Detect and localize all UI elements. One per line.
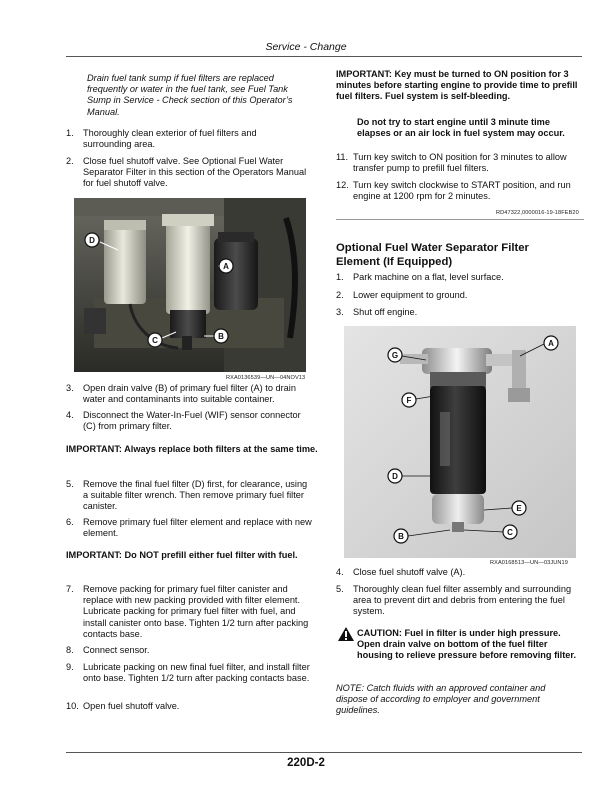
page-number: 220D-2 — [287, 757, 325, 769]
reference-code: RD47322,0000016-19-18FEB20 — [496, 210, 579, 216]
step-number: 4. — [336, 567, 344, 577]
step-text: Lower equipment to ground. — [353, 290, 468, 300]
page-header: Service - Change — [265, 41, 347, 53]
engine-fuel-filters-illustration — [74, 198, 306, 372]
caution-notice: CAUTION: Fuel in filter is under high pressure. Open drain valve on bottom of the fuel filter housing to relieve pressure before removing filter. — [357, 628, 577, 661]
step-number: 2. — [66, 156, 74, 166]
footer-rule — [66, 752, 582, 753]
step-text: Lubricate packing on new final fuel filter, and install filter onto base. Tighten 1/2 turn after packing contacts base. — [83, 662, 310, 684]
callout-b: B — [218, 332, 224, 341]
important-notice: IMPORTANT: Do NOT prefill either fuel filter with fuel. — [66, 550, 298, 560]
step-number: 12. — [336, 180, 349, 190]
intro-note: Drain fuel tank sump if fuel filters are replaced frequently or water in the fuel tank, see Fuel Tank Sump in Service - Check section of this Operator’s Manual. — [87, 73, 293, 117]
callout-a: A — [223, 262, 229, 271]
step-text: Turn key switch to ON position for 3 minutes to allow transfer pump to prefill fuel filters. — [353, 152, 567, 174]
step-number: 6. — [66, 517, 74, 527]
figure1-caption: RXA0136539—UN—04NOV13 — [226, 375, 306, 381]
step-text: Thoroughly clean fuel filter assembly and surrounding area to prevent dirt and debris from entering the fuel system. — [353, 584, 572, 617]
step-text: Turn key switch clockwise to START position, and run engine at 1200 rpm for 2 minutes. — [353, 180, 571, 202]
callout-c: C — [152, 336, 158, 345]
step-text: Connect sensor. — [83, 645, 150, 655]
callout-b: B — [398, 532, 404, 541]
step-number: 4. — [66, 410, 74, 420]
step-text: Disconnect the Water-In-Fuel (WIF) sensor connector (C) from primary filter. — [83, 410, 301, 432]
step-text: Close fuel shutoff valve (A). — [353, 567, 466, 577]
step-number: 1. — [66, 128, 74, 138]
fuel-water-separator-illustration — [344, 326, 576, 558]
step-number: 1. — [336, 272, 344, 282]
callout-d: D — [392, 472, 398, 481]
callout-f: F — [406, 396, 412, 405]
water-separator-photo — [344, 326, 576, 558]
step-text: Close fuel shutoff valve. See Optional Fuel Water Separator Filter in this section of the Operators Manual for fuel shutoff valve. — [83, 156, 307, 189]
step-text: Shut off engine. — [353, 307, 418, 317]
section-heading: Optional Fuel Water Separator Filter Element (If Equipped) — [336, 242, 529, 268]
callout-g: G — [391, 351, 399, 360]
fuel-filters-photo — [74, 198, 306, 372]
step-number: 7. — [66, 584, 74, 594]
step-number: 5. — [66, 479, 74, 489]
step-number: 3. — [336, 307, 344, 317]
warning-icon — [337, 626, 355, 642]
section-rule — [336, 219, 584, 220]
step-text: Remove primary fuel filter element and replace with new element. — [83, 517, 312, 539]
callout-e: E — [516, 504, 522, 513]
callout-d: D — [89, 236, 95, 245]
step-text: Remove packing for primary fuel filter canister and replace with new packing provided with filter element. Lubricate packing for primary fuel filter with fuel, and install canister onto base. Tighten 1/2 turn after packing contacts base. — [83, 584, 309, 639]
step-number: 10. — [66, 701, 79, 711]
step-number: 8. — [66, 645, 74, 655]
step-text: Remove the final fuel filter (D) first, for clearance, using a suitable filter wrench. Then remove primary fuel filter canister. — [83, 479, 308, 512]
callout-a: A — [548, 339, 554, 348]
note: NOTE: Catch fluids with an approved container and dispose of according to employer and government guidelines. — [336, 683, 546, 716]
important-notice-continued: Do not try to start engine until 3 minute time elapses or an air lock in fuel system may occur. — [357, 117, 565, 139]
step-text: Open fuel shutoff valve. — [83, 701, 180, 711]
important-notice: IMPORTANT: Key must be turned to ON position for 3 minutes before starting engine to provide time to prefill fuel filters. Fuel system is self-bleeding. — [336, 69, 578, 102]
step-text: Thoroughly clean exterior of fuel filters and surrounding area. — [83, 128, 257, 150]
figure2-caption: RXA0168513—UN—03JUN19 — [490, 560, 568, 566]
step-number: 5. — [336, 584, 344, 594]
step-number: 11. — [336, 152, 349, 162]
step-text: Open drain valve (B) of primary fuel filter (A) to drain water and contaminants into suitable container. — [83, 383, 296, 405]
header-rule — [66, 56, 582, 57]
step-number: 2. — [336, 290, 344, 300]
callout-c: C — [507, 528, 513, 537]
step-number: 9. — [66, 662, 74, 672]
important-notice: IMPORTANT: Always replace both filters at the same time. — [66, 444, 318, 454]
step-number: 3. — [66, 383, 74, 393]
step-text: Park machine on a flat, level surface. — [353, 272, 504, 282]
